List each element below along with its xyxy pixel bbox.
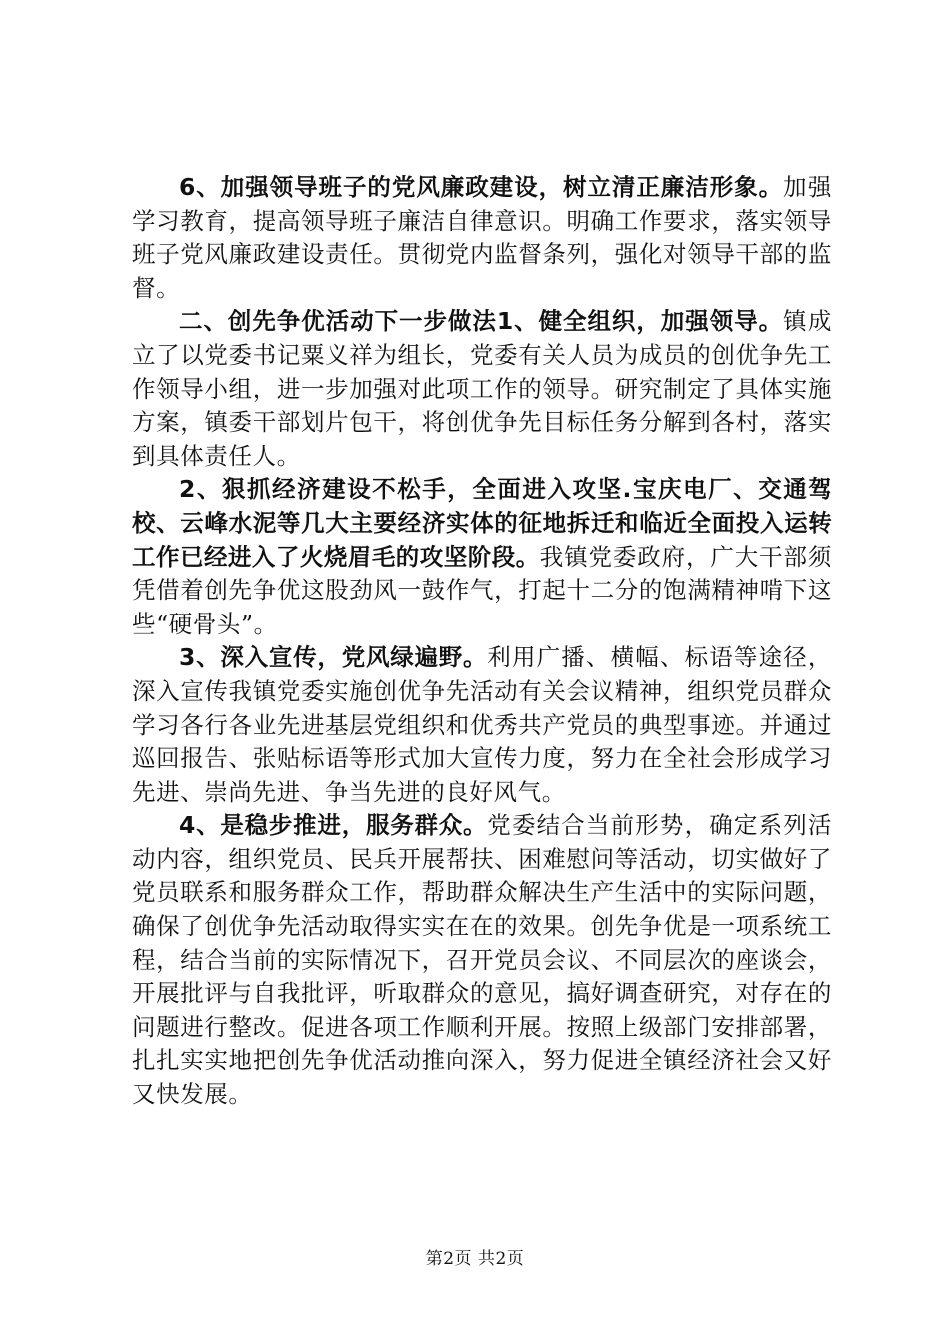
paragraph-6 — [132, 171, 832, 305]
paragraph-heading: 2、狠抓经济建设不松手，全面进入攻坚.宝庆电厂、交通驾校、云峰水泥等几大主要经济实体的征地拆迁和临近全面投入运转工作已经进入了火烧眉毛的攻坚阶段。 — [132, 475, 832, 571]
paragraph-heading: 4、是稳步推进，服务群众。 — [179, 811, 488, 840]
paragraph-heading: 3、深入宣传，党风绿遍野。 — [179, 643, 488, 672]
paragraph-heading: 6、加强领导班子的党风廉政建设，树立清正廉洁形象。 — [179, 173, 784, 201]
page-footer — [0, 1244, 950, 1269]
page-number: 第2页 共2页 — [425, 1249, 525, 1269]
paragraph-next-steps — [132, 305, 832, 473]
paragraph-4 — [132, 809, 832, 1111]
paragraph-text: 加强学习教育，提高领导班子廉洁自律意识。明确工作要求，落实领导班子党风廉政建设责任。贯彻党内监督条列，强化对领导干部的监督。 — [132, 173, 832, 302]
paragraph-heading: 二、创先争优活动下一步做法1、健全组织，加强领导。 — [179, 307, 784, 336]
paragraph-text: 利用广播、横幅、标语等途径，深入宣传我镇党委实施创优争先活动有关会议精神，组织党员群众学习各行各业先进基层党组织和优秀共产党员的典型事迹。并通过巡回报告、张贴标语等形式加大宣传力度，努力在全社会形成学习先进、崇尚先进、争当先进的良好风气。 — [132, 643, 833, 806]
paragraph-text: 镇成立了以党委书记粟义祥为组长，党委有关人员为成员的创优争先工作领导小组，进一步加强对此项工作的领导。研究制定了具体实施方案，镇委干部划片包干，将创优争先目标任务分解到各村，落实到具体责任人。 — [132, 307, 832, 470]
paragraph-3 — [132, 641, 832, 809]
paragraph-text: 我镇党委政府，广大干部须凭借着创先争优这股劲风一鼓作气，打起十二分的饱满精神啃下这些“硬骨头”。 — [132, 542, 833, 638]
paragraph-text: 党委结合当前形势，确定系列活动内容，组织党员、民兵开展帮扶、困难慰问等活动，切实做好了党员联系和服务群众工作，帮助群众解决生产生活中的实际问题，确保了创优争先活动取得实实在在的效果。创先争优是一项系统工程，结合当前的实际情况下，召开党员会议、不同层次的座谈会，开展批评与自我批评，听取群众的意见，搞好调查研究，对存在的问题进行整改。促进各项工作顺利开展。按照上级部门安排部署，扎扎实实地把创先争优活动推向深入，努力促进全镇经济社会又好又快发展。 — [132, 811, 833, 1109]
paragraph-2 — [132, 473, 832, 641]
document-body — [132, 171, 832, 1112]
